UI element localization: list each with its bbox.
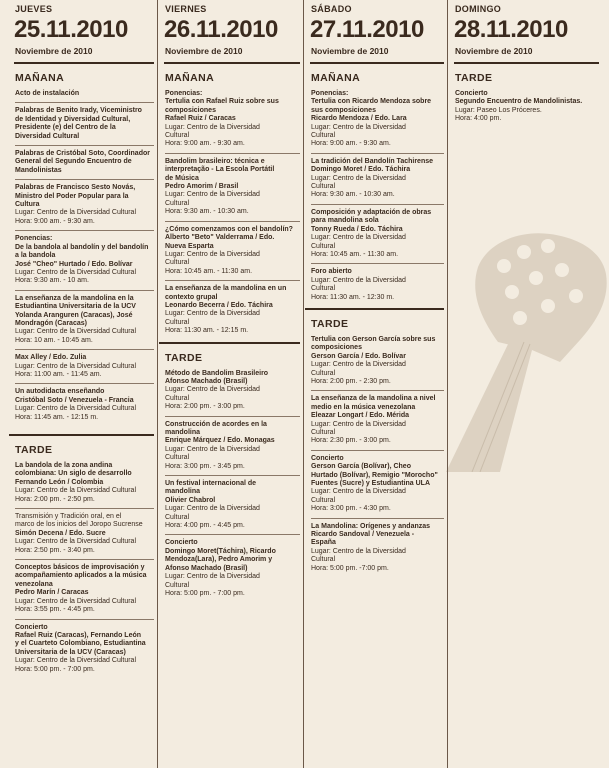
event-list (15, 90, 154, 422)
event-title-line: Conceptos básicos de improvisación y (15, 564, 145, 572)
event-item (15, 564, 154, 614)
event-title-line: Leonardo Becerra / Edo. Táchira (165, 301, 273, 309)
day-name: DOMINGO (455, 4, 502, 14)
event-title-line: La Mandolina: Orígenes y andanzas (311, 522, 431, 530)
column-divider (447, 0, 448, 768)
event-item (311, 523, 444, 573)
event-detail-line: Lugar: Centro de la Diversidad (311, 547, 406, 555)
event-title-line: Fuentes (Sucre) y Estudiantina ULA (311, 480, 431, 488)
event-title-line: de Identidad y Diversidad Cultural, (15, 115, 131, 123)
event-item (15, 513, 154, 555)
event-detail-line: Cultural (165, 318, 190, 326)
event-title-line: sus composiciones (311, 106, 376, 114)
event-separator (165, 221, 300, 222)
event-item (15, 184, 154, 226)
event-title-line: Concierto (165, 539, 198, 547)
event-detail-line: Hora: 10:45 am. - 11:30 am. (311, 250, 399, 258)
event-list (165, 90, 300, 336)
event-title-line: mandolina (165, 488, 201, 496)
event-title-line: Un festival internacional de (165, 480, 257, 488)
event-title-line: Olivier Chabrol (165, 496, 216, 504)
day-column-jueves (10, 0, 154, 768)
day-date: 25.11.2010 (14, 16, 128, 43)
event-title-line: Gerson García / Edo. Bolívar (311, 352, 406, 360)
event-title-line: Mandolinistas (15, 166, 62, 174)
event-detail-line: Lugar: Centro de la Diversidad Cultural (15, 328, 137, 336)
event-list (311, 90, 444, 302)
event-title-line: Tonny Rueda / Edo. Táchira (311, 225, 403, 233)
event-detail-line: Cultural (311, 556, 336, 564)
event-title-line: Mendoza(Lara), Pedro Amorim y (165, 556, 273, 564)
event-detail-line: Hora: 9:30 am. - 10:30 am. (165, 208, 249, 216)
event-title-line: Afonso Machado (Brasil) (165, 564, 248, 572)
event-title-line: Yolanda Aranguren (Caracas), José (15, 311, 133, 319)
event-item (165, 226, 300, 276)
event-list (15, 462, 154, 674)
day-column-viernes (160, 0, 300, 768)
event-detail-line: Cultural (311, 369, 336, 377)
event-title-line: La enseñanza de la mandolina en un (165, 285, 287, 293)
event-speaker-line: Pedro Marín / Caracas (15, 589, 89, 597)
event-item (165, 90, 300, 149)
event-detail-line: Lugar: Centro de la Diversidad (311, 234, 406, 242)
event-item (165, 285, 300, 335)
day-column-domingo (450, 0, 599, 768)
event-detail-line: Hora: 3:55 pm. - 4:45 pm. (15, 606, 95, 614)
event-title-line: Diversidad Cultural (15, 132, 80, 140)
event-detail-line: Cultural (165, 259, 190, 267)
event-detail-line: Cultural (311, 242, 336, 250)
event-title-line: Ponencias: (311, 90, 349, 97)
event-title-line: De la bandola al bandolín y del bandolín (15, 243, 149, 251)
event-detail-line: Hora: 4:00 pm. (455, 115, 502, 123)
event-detail-line: Cultural (311, 429, 336, 436)
event-title-line: Enrique Márquez / Edo. Monagas (165, 437, 275, 445)
event-title-line: Fernando León / Colombia (15, 478, 104, 486)
event-separator (165, 534, 300, 535)
event-separator (15, 559, 154, 560)
event-detail-line: Lugar: Centro de la Diversidad (165, 505, 260, 513)
event-title-line: Domingo Moret(Táchira), Ricardo (165, 547, 276, 555)
event-item (165, 421, 300, 471)
event-title-line: interpretação - La Escola Portátil (165, 166, 275, 174)
event-title-line: Un autodidacta enseñando (15, 388, 105, 396)
event-separator (165, 153, 300, 154)
event-title-line: Ricardo Sandoval / Venezuela - (311, 531, 415, 539)
event-detail-line: Cultural (165, 394, 190, 402)
day-month: Noviembre de 2010 (15, 46, 93, 56)
event-detail-line: Lugar: Paseo Los Próceres. (455, 106, 542, 114)
event-title-line: Cristóbal Soto / Venezuela - Francia (15, 396, 134, 404)
event-detail-line: Cultural (165, 132, 190, 140)
heading-rule (14, 62, 154, 64)
heading-rule (164, 62, 300, 64)
event-title-line: contexto grupal (165, 293, 218, 301)
event-separator (15, 290, 154, 291)
event-detail-line: Lugar: Centro de la Diversidad Cultural (15, 597, 137, 605)
event-title-line: Rafael Ruiz / Caracas (165, 115, 236, 123)
section-title: MAÑANA (165, 72, 215, 84)
event-detail-line: Hora: 9:30 am. - 10 am. (15, 277, 89, 285)
event-separator (311, 518, 444, 519)
section-rule (305, 308, 444, 310)
day-date: 26.11.2010 (164, 16, 278, 43)
event-detail-line: Lugar: Centro de la Diversidad (311, 420, 406, 428)
event-detail-line: Hora: 10 am. - 10:45 am. (15, 336, 93, 344)
event-detail-line: Lugar: Centro de la Diversidad Cultural (15, 538, 137, 546)
day-name: JUEVES (15, 4, 53, 14)
section-title: MAÑANA (15, 72, 65, 84)
event-detail-line: Lugar: Centro de la Diversidad (311, 276, 406, 284)
event-item (15, 388, 154, 422)
event-detail-line: Cultural (165, 513, 190, 521)
event-detail-line: Hora: 2:30 pm. - 3:00 pm. (311, 437, 391, 445)
event-separator (165, 280, 300, 281)
event-detail-line: Lugar: Centro de la Diversidad (165, 191, 260, 199)
event-detail-line: Hora: 9:00 am. - 9:30 am. (311, 140, 391, 148)
event-detail-line: Cultural (165, 199, 190, 207)
event-detail-line: Cultural (311, 496, 336, 504)
event-detail-line: Hora: 9:00 am. - 9:30 am. (15, 217, 95, 225)
event-item (311, 268, 444, 302)
section-title: TARDE (455, 72, 493, 84)
event-item (15, 354, 154, 379)
event-item (165, 370, 300, 412)
event-detail-line: Cultural (165, 454, 190, 462)
event-detail-line: Hora: 2:50 pm. - 3:40 pm. (15, 546, 95, 554)
event-title-line: Ricardo Mendoza / Edo. Lara (311, 115, 407, 123)
event-separator (311, 263, 444, 264)
day-column-sabado (306, 0, 444, 768)
heading-rule (454, 62, 599, 64)
event-title-line: Rafael Ruiz (Caracas), Fernando León (15, 631, 142, 639)
event-title-line: Alberto "Beto" Valderrama / Edo. (165, 234, 275, 242)
event-title-line: Concierto (15, 623, 48, 631)
event-detail-line: Hora: 4:00 pm. - 4:45 pm. (165, 522, 245, 530)
event-title-line: Concierto (455, 90, 488, 97)
event-title-line: a la bandola (15, 252, 56, 260)
event-item (15, 107, 154, 141)
event-item (15, 90, 154, 98)
event-detail-line: Hora: 10:45 am. - 11:30 am. (165, 267, 253, 275)
event-title-line: Domingo Moret / Edo. Táchira (311, 166, 411, 174)
event-title-line: Ponencias: (15, 235, 53, 243)
event-title-line: Construcción de acordes en la (165, 420, 267, 428)
event-detail-line: Lugar: Centro de la Diversidad (311, 174, 406, 182)
event-detail-line: Hora: 2:00 pm. - 2:30 pm. (311, 377, 391, 385)
event-item (311, 90, 444, 149)
event-separator (311, 153, 444, 154)
event-title-line: ¿Cómo comenzamos con el bandolín? (165, 225, 293, 233)
event-title-line: Tertulia con Ricardo Mendoza sobre (311, 98, 432, 106)
event-detail-line: Lugar: Centro de la Diversidad (165, 386, 260, 394)
day-month: Noviembre de 2010 (455, 46, 533, 56)
event-title-line: Concierto (311, 454, 344, 462)
event-title-line: Estudiantina Universitaria de la UCV (15, 303, 136, 311)
event-item (15, 462, 154, 504)
column-divider (303, 0, 304, 768)
event-title-line: Palabras de Cristóbal Soto, Coordinador (15, 150, 150, 158)
event-detail-line: Lugar: Centro de la Diversidad Cultural (15, 362, 137, 370)
event-title-line: Cultura (15, 201, 40, 209)
event-title-line: La enseñanza de la mandolina en la (15, 294, 134, 302)
event-separator (15, 102, 154, 103)
event-item (165, 158, 300, 217)
event-detail-line: Lugar: Centro de la Diversidad Cultural (15, 268, 137, 276)
event-title-line: Ponencias: (165, 90, 203, 97)
event-separator (311, 204, 444, 205)
day-month: Noviembre de 2010 (311, 46, 389, 56)
event-detail-line: Lugar: Centro de la Diversidad (311, 361, 406, 369)
event-title-line: Tertulia con Gerson García sobre sus (311, 335, 436, 343)
event-title-line: La tradición del Bandolín Tachirense (311, 157, 434, 165)
event-detail-line: Hora: 2:00 pm. - 2:50 pm. (15, 495, 95, 503)
event-title-line: General del Segundo Encuentro de (15, 158, 132, 166)
section-rule (9, 434, 154, 436)
event-detail-line: Lugar: Centro de la Diversidad (311, 123, 406, 131)
event-detail-line: Hora: 11:30 am. - 12:30 m. (311, 293, 395, 301)
event-title-line: medio en la música venezolana (311, 403, 416, 411)
event-detail-line: Lugar: Centro de la Diversidad (165, 123, 260, 131)
section-rule (159, 342, 300, 344)
event-separator (311, 450, 444, 451)
event-title-line: Método de Bandolim Brasileiro (165, 369, 269, 377)
event-detail-line: Lugar: Centro de la Diversidad (311, 488, 406, 496)
event-title-line: Max Alley / Edo. Zulia (15, 354, 87, 362)
event-title-line: Bandolim brasileiro: técnica e (165, 157, 265, 165)
event-detail-line: Lugar: Centro de la Diversidad Cultural (15, 487, 137, 495)
event-title-line: colombiana: Un siglo de desarrollo (15, 470, 132, 478)
event-title-line: Palabras de Benito Irady, Viceministro (15, 107, 142, 115)
event-item (311, 336, 444, 386)
day-name: SÁBADO (311, 4, 352, 14)
heading-rule (310, 62, 444, 64)
event-detail-line: Lugar: Centro de la Diversidad Cultural (15, 405, 137, 413)
event-title-line: Segundo Encuentro de Mandolinistas. (455, 98, 583, 106)
event-detail-line: Cultural (311, 183, 336, 191)
event-list (311, 336, 444, 573)
event-detail-line: Hora: 11:30 am. - 12:15 m. (165, 327, 249, 335)
event-list (165, 370, 300, 599)
event-detail-line: Lugar: Centro de la Diversidad (165, 250, 260, 258)
event-separator (15, 230, 154, 231)
event-detail-line: Hora: 2:00 pm. - 3:00 pm. (165, 403, 245, 411)
event-title-line: composiciones (165, 106, 216, 114)
day-date: 28.11.2010 (454, 16, 568, 43)
event-list (455, 90, 599, 124)
event-title-line: composiciones (311, 344, 362, 352)
event-separator (15, 145, 154, 146)
event-title-line: para mandolina sola (311, 217, 379, 225)
event-detail-line: Hora: 5:00 pm. - 7:00 pm. (165, 589, 245, 597)
section-title: TARDE (165, 351, 203, 364)
event-item (15, 150, 154, 175)
event-speaker-line: Simón Decena / Edo. Sucre (15, 529, 106, 537)
event-title-line: Composición y adaptación de obras (311, 208, 432, 216)
event-detail-line: Lugar: Centro de la Diversidad (165, 573, 260, 581)
event-detail-line: Hora: 3:00 pm. - 4:30 pm. (311, 505, 391, 513)
event-separator (15, 349, 154, 350)
event-title-line: venezolana (15, 580, 53, 588)
event-title-line: marco de los inicios del Joropo Sucrense (15, 521, 143, 529)
event-item (15, 295, 154, 345)
event-title-line: Foro abierto (311, 268, 352, 276)
event-separator (15, 383, 154, 384)
event-title-line: Afonso Machado (Brasil) (165, 377, 248, 385)
day-date: 27.11.2010 (310, 16, 424, 43)
event-title-line: mandolina (165, 429, 201, 436)
event-detail-line: Cultural (165, 581, 190, 589)
section-title: TARDE (311, 317, 349, 330)
column-divider (157, 0, 158, 768)
day-month: Noviembre de 2010 (165, 46, 243, 56)
event-title-line: Transmisión y Tradición oral, en el (15, 513, 122, 521)
event-title-line: Ministro del Poder Popular para la (15, 192, 129, 200)
event-detail-line: Cultural (311, 285, 336, 293)
event-title-line: Pedro Amorim / Brasil (165, 183, 239, 191)
event-title-line: Mondragón (Caracas) (15, 319, 87, 327)
event-item (311, 455, 444, 514)
event-item (311, 395, 444, 445)
event-detail-line: Hora: 11:00 am. - 11:45 am. (15, 370, 102, 378)
event-detail-line: Hora: 5:00 pm. - 7:00 pm. (15, 665, 95, 673)
event-detail-line: Lugar: Centro de la Diversidad Cultural (15, 657, 137, 665)
event-separator (15, 619, 154, 620)
section-title: TARDE (15, 444, 53, 456)
event-separator (15, 179, 154, 180)
event-title-line: Tertulia con Rafael Ruiz sobre sus (165, 98, 279, 106)
event-title-line: Gerson García (Bolívar), Cheo (311, 463, 411, 471)
event-detail-line: Hora: 5:00 pm. -7:00 pm. (311, 564, 389, 572)
event-detail-line: Cultural (311, 132, 336, 140)
spacer (10, 422, 154, 428)
event-title-line: Nueva Esparta (165, 242, 214, 250)
section-title: MAÑANA (311, 72, 361, 84)
event-title-line: Hurtado (Bolívar), Remigio "Morocho" (311, 471, 438, 479)
event-title-line: de Música (165, 174, 199, 182)
event-item (455, 90, 599, 124)
event-title-line: Eleazar Longart / Edo. Mérida (311, 412, 410, 420)
event-detail-line: Hora: 3:00 pm. - 3:45 pm. (165, 462, 245, 470)
event-title-line: La enseñanza de la mandolina a nivel (311, 395, 436, 403)
day-name: VIERNES (165, 4, 207, 14)
event-item (165, 480, 300, 530)
event-title-line: Acto de instalación (15, 90, 80, 97)
event-title-line: Palabras de Francisco Sesto Novás, (15, 184, 136, 192)
event-separator (15, 508, 154, 509)
event-title-line: y el Cuarteto Colombiano, Estudiantina (15, 640, 146, 648)
event-separator (165, 475, 300, 476)
event-detail-line: Hora: 9:00 am. - 9:30 am. (165, 140, 245, 148)
event-detail-line: Hora: 9:30 am. - 10:30 am. (311, 191, 395, 199)
event-separator (165, 416, 300, 417)
event-item (165, 539, 300, 598)
event-detail-line: Hora: 11:45 am. - 12:15 m. (15, 413, 99, 421)
event-title-line: acompañamiento aplicados a la música (15, 572, 147, 580)
event-item (15, 235, 154, 285)
event-title-line: Universitaria de la UCV (Caracas) (15, 648, 126, 656)
event-title-line: Presidente (e) del Centro de la (15, 124, 116, 132)
event-title-line: España (311, 539, 336, 547)
event-item (15, 624, 154, 674)
event-item (311, 158, 444, 200)
event-item (311, 209, 444, 259)
event-detail-line: Lugar: Centro de la Diversidad Cultural (15, 209, 137, 217)
event-separator (311, 390, 444, 391)
event-title-line: José "Cheo" Hurtado / Edo. Bolívar (15, 260, 133, 268)
event-detail-line: Lugar: Centro de la Diversidad (165, 445, 260, 453)
event-detail-line: Lugar: Centro de la Diversidad (165, 310, 260, 318)
event-title-line: La bandola de la zona andina (15, 462, 113, 469)
